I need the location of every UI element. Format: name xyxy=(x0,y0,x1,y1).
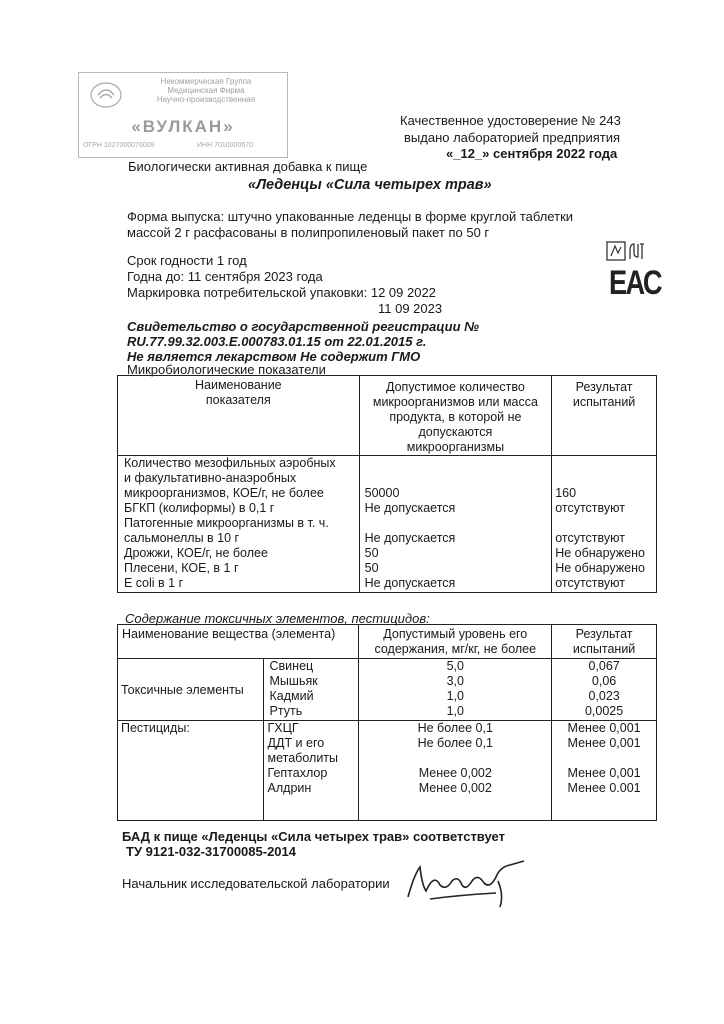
micro-result-line: Не обнаружено xyxy=(555,561,645,575)
release-form-line2: массой 2 г расфасованы в полипропиленовый пакет по 50 г xyxy=(127,225,490,240)
micro-header-result xyxy=(552,376,657,456)
micro-limit-line xyxy=(365,471,552,486)
pesticide-name: Алдрин xyxy=(267,781,312,795)
header-line: Результат xyxy=(575,627,633,641)
package-marking: Маркировка потребительской упаковки: 12 09 2022 xyxy=(127,285,436,300)
food-contact-icon xyxy=(606,241,648,263)
certificate-date: «_12_» сентября 2022 года xyxy=(446,146,618,161)
micro-name-line: Плесени, КОЕ, в 1 г xyxy=(124,561,239,575)
shelf-life: Срок годности 1 год xyxy=(127,253,247,268)
header-line: испытаний xyxy=(572,395,636,409)
micro-result-line: отсутствуют xyxy=(555,531,625,545)
micro-header-name xyxy=(118,376,360,456)
pesticide-limits xyxy=(359,721,552,821)
micro-result-line xyxy=(555,471,656,486)
pesticide-limit: Менее 0,002 xyxy=(418,781,492,795)
micro-name-line: сальмонеллы в 10 г xyxy=(124,531,240,545)
product-name: «Леденцы «Сила четырех трав» xyxy=(248,177,492,193)
element-limit: 3,0 xyxy=(446,674,464,688)
micro-limit-line: 50000 xyxy=(364,486,400,500)
element-name: Мышьяк xyxy=(269,674,318,688)
certificate-number: Качественное удостоверение № 243 xyxy=(400,113,621,128)
header-line: испытаний xyxy=(572,642,636,656)
toxic-header-result xyxy=(552,625,657,659)
pesticides-row xyxy=(118,721,657,821)
element-result: 0,023 xyxy=(588,689,620,703)
stamp-org-line: Медицинская Фирма xyxy=(167,86,245,95)
micro-result-line: отсутствуют xyxy=(555,576,625,590)
pesticide-name: Гептахлор xyxy=(267,766,328,780)
toxic-element-names xyxy=(263,659,359,721)
header-line: микроорганизмов или масса xyxy=(372,395,538,409)
valid-until: Годна до: 11 сентября 2023 года xyxy=(127,269,323,284)
toxic-element-limits xyxy=(359,659,552,721)
toxic-header-name: Наименование вещества (элемента) xyxy=(118,625,359,659)
pesticide-names xyxy=(263,721,359,821)
stamp-inn: ИНН 7010000670 xyxy=(197,142,254,149)
micro-limit-line: Не допускается xyxy=(364,531,456,545)
conclusion-line2: ТУ 9121-032-31700085-2014 xyxy=(126,844,296,859)
micro-name-line: Патогенные микроорганизмы в т. ч. xyxy=(124,516,329,530)
package-marking-date2: 11 09 2023 xyxy=(378,301,443,316)
element-name: Свинец xyxy=(269,659,314,673)
toxic-section-title: Содержание токсичных элементов, пестицидов: xyxy=(125,611,430,626)
micro-result-line xyxy=(555,456,656,471)
micro-results-cell xyxy=(552,456,657,593)
pesticide-name: ДДТ и его xyxy=(267,736,325,750)
toxic-element-results xyxy=(552,659,657,721)
micro-header-row xyxy=(118,376,657,456)
header-line: микроорганизмы xyxy=(406,440,505,454)
stamp-ogrn: ОГРН 1027000076009 xyxy=(83,142,155,149)
element-limit: 1,0 xyxy=(446,689,464,703)
toxic-group-label: Токсичные элементы xyxy=(118,659,264,721)
header-line: Наименование xyxy=(194,378,282,392)
pesticide-result: Менее 0,001 xyxy=(567,721,641,735)
pesticide-result xyxy=(552,751,656,766)
micro-result-line: отсутствуют xyxy=(555,501,625,515)
header-line: показателя xyxy=(205,393,271,407)
stamp-org-line: Научно-производственная xyxy=(156,95,256,104)
micro-name-line: E coli в 1 г xyxy=(124,576,184,590)
stamp-logo-icon xyxy=(89,81,123,109)
pesticide-result: Менее 0,001 xyxy=(567,736,641,750)
element-limit: 5,0 xyxy=(446,659,464,673)
micro-result-line: 160 xyxy=(555,486,577,500)
header-line: Допустимый уровень его xyxy=(383,627,528,641)
micro-section-title: Микробиологические показатели xyxy=(127,362,326,377)
pesticide-limit xyxy=(359,751,551,766)
micro-limit-line xyxy=(365,516,552,531)
micro-result-line xyxy=(555,516,656,531)
element-result: 0,0025 xyxy=(584,704,624,718)
micro-name-line: БГКП (колиформы) в 0,1 г xyxy=(124,501,275,515)
registration-number: RU.77.99.32.003.Е.000783.01.15 от 22.01.2015 г. xyxy=(127,334,427,349)
toxic-header-row xyxy=(118,625,657,659)
element-limit: 1,0 xyxy=(446,704,464,718)
element-name: Ртуть xyxy=(269,704,303,718)
stamp-name: «ВУЛКАН» xyxy=(131,117,235,136)
micro-name-line: Количество мезофильных аэробных xyxy=(124,456,336,470)
pesticide-name: ГХЦГ xyxy=(267,721,299,735)
registration-line1: Свидетельство о государственной регистрации № xyxy=(127,319,480,334)
not-drug-no-gmo: Не является лекарством Не содержит ГМО xyxy=(127,349,421,364)
signature-label: Начальник исследовательской лаборатории xyxy=(122,876,390,891)
micro-limits-cell xyxy=(359,456,552,593)
micro-header-limit xyxy=(359,376,552,456)
micro-table xyxy=(117,375,657,593)
signature-scribble xyxy=(400,855,540,915)
micro-data-row xyxy=(118,456,657,593)
micro-limit-line: Не допускается xyxy=(364,501,456,515)
certificate-issuer: выдано лабораторией предприятия xyxy=(404,130,621,145)
micro-limit-line: Не допускается xyxy=(364,576,456,590)
conclusion-line1: БАД к пище «Леденцы «Сила четырех трав» соответствует xyxy=(122,829,505,844)
pesticide-limit: Менее 0,002 xyxy=(418,766,492,780)
header-line: Результат xyxy=(575,380,633,394)
micro-name-line: микроорганизмов, КОЕ/г, не более xyxy=(124,486,324,500)
stamp-org-line: Некоммерческая Группа xyxy=(160,77,252,86)
release-form-line1: Форма выпуска: штучно упакованные леденцы в форме круглой таблетки xyxy=(127,209,574,224)
micro-limit-line: 50 xyxy=(364,546,379,560)
micro-name-line: Дрожжи, КОЕ/г, не более xyxy=(124,546,268,560)
micro-result-line: Не обнаружено xyxy=(555,546,645,560)
micro-name-line: и факультативно-анаэробных xyxy=(124,471,297,485)
product-type: Биологически активная добавка к пище xyxy=(128,159,368,174)
header-line: продукта, в которой не xyxy=(389,410,522,424)
toxic-header-limit xyxy=(359,625,552,659)
toxic-elements-row xyxy=(118,659,657,721)
element-name: Кадмий xyxy=(269,689,314,703)
pesticide-result: Менее 0.001 xyxy=(567,781,641,795)
company-stamp xyxy=(78,72,288,158)
element-result: 0,06 xyxy=(591,674,617,688)
header-line: Допустимое количество xyxy=(386,380,525,394)
pesticide-limit: Не более 0,1 xyxy=(417,721,493,735)
pesticide-name: метаболиты xyxy=(267,751,339,765)
micro-limit-line: 50 xyxy=(364,561,379,575)
micro-names-cell xyxy=(118,456,360,593)
pesticide-limit: Не более 0,1 xyxy=(417,736,493,750)
toxic-table xyxy=(117,624,657,821)
pesticides-group-label: Пестициды: xyxy=(118,721,264,821)
header-line: допускаются xyxy=(418,425,493,439)
pesticide-result: Менее 0,001 xyxy=(567,766,641,780)
pesticide-results xyxy=(552,721,657,821)
eac-mark: ЕАС xyxy=(609,264,661,302)
header-line: содержания, мг/кг, не более xyxy=(374,642,537,656)
micro-limit-line xyxy=(365,456,552,471)
element-result: 0,067 xyxy=(588,659,620,673)
